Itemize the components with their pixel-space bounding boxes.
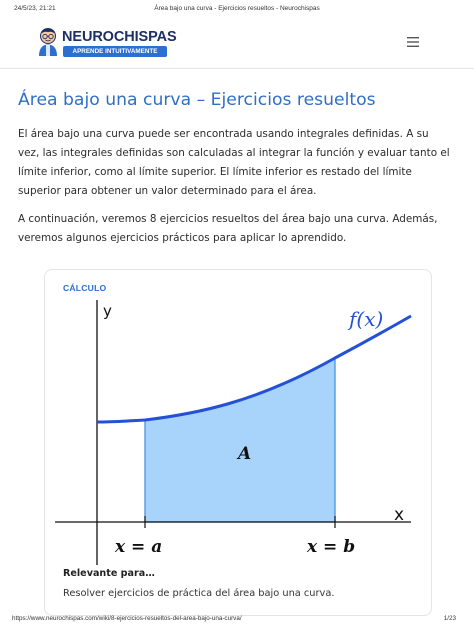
print-page-title: Área bajo una curva - Ejercicios resueltos - Neurochispas (154, 5, 320, 12)
site-logo[interactable] (36, 27, 176, 59)
brand-name: NEUROCHISPAS (62, 29, 177, 45)
area-label: A (238, 444, 252, 464)
card-category: CÁLCULO (63, 283, 107, 293)
print-footer (0, 612, 474, 626)
intro-paragraph: El área bajo una curva puede ser encontrada usando integrales definidas. A su vez, las integrales definidas son calculadas al integrar la función y evaluar tanto el límite inferior, como al límite superior. El límite inferior es restado del límite superior para obtener un valor determinado para el área. (18, 128, 450, 197)
card-related-link[interactable]: Resolver ejercicios de práctica del área bajo una curva. (63, 588, 335, 599)
print-url: https://www.neurochispas.com/wiki/8-ejercicios-resueltos-del-area-bajo-una-curva/ (12, 615, 242, 622)
mascot-logo-icon (36, 27, 60, 57)
y-axis-label: y (103, 302, 112, 320)
x-axis-label: x (394, 505, 405, 525)
site-header (0, 20, 474, 69)
print-header (0, 0, 474, 14)
page-title: Área bajo una curva – Ejercicios resueltos (18, 90, 376, 110)
overview-paragraph: A continuación, veremos 8 ejercicios resueltos del área bajo una curva. Además, veremos algunos ejercicios prácticos para aplicar lo aprendido. (18, 213, 438, 244)
related-card[interactable] (44, 269, 432, 616)
brand-tagline: APRENDE INTUITIVAMENTE (63, 46, 167, 57)
card-related-title: Relevante para… (63, 568, 155, 579)
function-label: f(x) (349, 307, 384, 331)
upper-limit-label: x = b (307, 537, 356, 557)
print-datetime: 24/5/23, 21:21 (14, 5, 56, 12)
lower-limit-label: x = a (115, 537, 163, 557)
hamburger-menu-icon[interactable] (403, 35, 423, 51)
hamburger-menu-icon-glyph (407, 37, 419, 47)
print-page-number: 1/23 (443, 615, 456, 622)
area-under-curve-figure (45, 270, 431, 570)
shaded-area (145, 358, 335, 522)
